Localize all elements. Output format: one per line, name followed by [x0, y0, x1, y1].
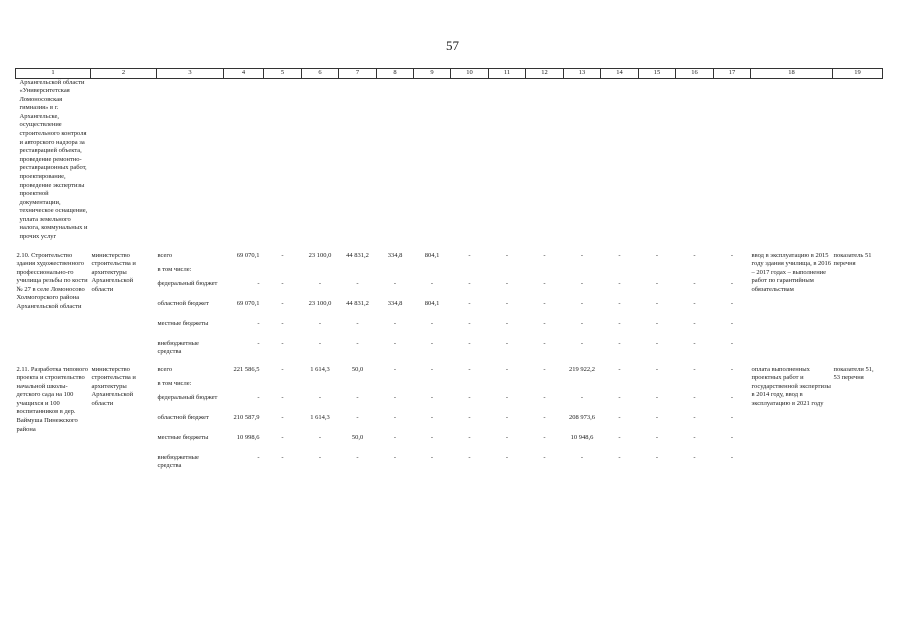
value-cell: - [618, 299, 621, 307]
value-cell: - [505, 413, 509, 421]
value-cell: - [655, 279, 659, 287]
value-cell: - [580, 279, 584, 287]
value-cell: - [393, 413, 397, 421]
value-cell: 69 070,1 [236, 251, 260, 259]
funding-source: в том числе: [157, 379, 192, 387]
value-cell: - [543, 339, 546, 347]
value-cell: 23 100,0 [308, 299, 332, 307]
value-cell: - [356, 393, 359, 401]
value-cell [526, 266, 564, 280]
value-cell: - [430, 413, 434, 421]
value-cell [224, 266, 264, 280]
value-cell: - [257, 393, 260, 401]
value-cell [639, 266, 676, 280]
value-cell: - [543, 413, 546, 421]
value-cell: - [730, 339, 734, 347]
value-cell: 50,0 [351, 365, 364, 373]
value-cell: - [543, 365, 546, 373]
value-cell: 334,8 [387, 299, 403, 307]
value-cell: - [468, 365, 471, 373]
value-cell: - [468, 339, 471, 347]
column-number: 4 [224, 69, 264, 79]
value-cell: - [730, 433, 734, 441]
value-cell: - [505, 433, 509, 441]
value-cell: 804,1 [424, 251, 440, 259]
column-number: 6 [302, 69, 339, 79]
value-cell: - [655, 339, 659, 347]
value-cell: - [257, 339, 260, 347]
value-cell: - [393, 393, 397, 401]
value-cell: - [730, 279, 734, 287]
value-cell: - [618, 319, 621, 327]
data-row [16, 252, 883, 266]
value-cell: 10 998,6 [236, 433, 260, 441]
value-cell: - [318, 319, 322, 327]
value-cell: 50,0 [351, 433, 364, 441]
target-indicator: показатель 51 перечня [833, 251, 872, 268]
value-cell [451, 266, 489, 280]
value-cell [302, 380, 339, 394]
column-number: 17 [714, 69, 751, 79]
value-cell: - [655, 393, 659, 401]
value-cell: - [730, 413, 734, 421]
column-number: 15 [639, 69, 676, 79]
column-number: 5 [264, 69, 302, 79]
value-cell: - [618, 279, 621, 287]
value-cell: - [430, 319, 434, 327]
measure-name: 2.10. Строительство здания художественного профессионально-го училища резьбы по кости № 27 в селе Ломоносово Холмогорского района Архангельской области [16, 251, 88, 311]
value-cell: - [430, 433, 434, 441]
value-cell: - [543, 279, 546, 287]
value-cell [489, 380, 526, 394]
value-cell: - [693, 339, 696, 347]
value-cell: - [281, 365, 284, 373]
value-cell: - [618, 251, 621, 259]
value-cell [451, 380, 489, 394]
column-number: 2 [91, 69, 157, 79]
value-cell: - [281, 319, 284, 327]
value-cell [377, 266, 414, 280]
continuation-text: Архангельской области «Университетская Ломоносовская гимназия» в г. Архангельске, осуществление строительного контроля и авторского надзора за реставрацией объекта, проведение ремонтно-реставрационных работ, проектирование, проведение экспертизы проектной документации, техническое оснащение, уплата земельного налога, коммунальных и прочих услуг [19, 78, 88, 240]
data-row [16, 366, 883, 380]
value-cell: - [543, 251, 546, 259]
value-cell: - [281, 453, 284, 461]
value-cell: - [655, 251, 659, 259]
value-cell: - [393, 279, 397, 287]
value-cell: - [655, 319, 659, 327]
value-cell: - [505, 453, 509, 461]
column-number-row [16, 69, 883, 79]
value-cell: - [543, 299, 546, 307]
value-cell: - [430, 453, 434, 461]
value-cell: 44 831,2 [346, 299, 369, 307]
value-cell: - [580, 319, 584, 327]
value-cell: - [393, 453, 397, 461]
column-number: 7 [339, 69, 377, 79]
value-cell: - [730, 299, 734, 307]
value-cell: - [730, 393, 734, 401]
value-cell: - [430, 339, 434, 347]
funding-source: всего [157, 365, 173, 373]
value-cell: - [580, 393, 584, 401]
value-cell: - [693, 393, 696, 401]
value-cell: - [693, 413, 696, 421]
value-cell: - [281, 413, 284, 421]
value-cell: 69 070,1 [236, 299, 260, 307]
executor: министерство строительства и архитектуры Архангельской области [91, 251, 136, 293]
value-cell [414, 266, 451, 280]
value-cell: - [655, 433, 659, 441]
value-cell: - [468, 393, 471, 401]
value-cell: - [468, 299, 471, 307]
value-cell: - [430, 365, 434, 373]
column-number: 18 [751, 69, 833, 79]
value-cell: 210 587,9 [233, 413, 260, 421]
value-cell [601, 380, 639, 394]
value-cell: - [618, 365, 621, 373]
value-cell: - [356, 413, 359, 421]
value-cell: - [543, 433, 546, 441]
value-cell: 44 831,2 [346, 251, 369, 259]
value-cell [564, 266, 601, 280]
measure-name: 2.11. Разработка типового проекта и строительство начальной школы-детского сада на 100 учащихся и 100 воспитанников в дер. Ваймуша Пинежского района [16, 365, 89, 433]
value-cell: - [693, 299, 696, 307]
value-cell [564, 380, 601, 394]
value-cell: - [257, 279, 260, 287]
value-cell [339, 266, 377, 280]
value-cell: 219 922,2 [569, 365, 595, 373]
value-cell: - [693, 279, 696, 287]
value-cell: - [618, 453, 621, 461]
value-cell: - [468, 433, 471, 441]
value-cell: - [580, 299, 584, 307]
value-cell: - [655, 453, 659, 461]
value-cell: - [543, 393, 546, 401]
value-cell: - [468, 453, 471, 461]
value-cell: - [693, 251, 696, 259]
value-cell: - [318, 339, 322, 347]
value-cell: - [655, 413, 659, 421]
value-cell: - [281, 339, 284, 347]
value-cell: - [468, 319, 471, 327]
value-cell: - [281, 251, 284, 259]
value-cell [264, 380, 302, 394]
value-cell: 23 100,0 [308, 251, 332, 259]
value-cell: - [730, 365, 734, 373]
value-cell: - [505, 393, 509, 401]
value-cell: - [257, 453, 260, 461]
value-cell: - [505, 365, 509, 373]
value-cell: - [356, 453, 359, 461]
value-cell: - [318, 453, 322, 461]
value-cell [676, 380, 714, 394]
value-cell: - [281, 299, 284, 307]
value-cell: - [318, 279, 322, 287]
value-cell: - [505, 299, 509, 307]
continuation-row [16, 78, 883, 241]
value-cell: - [730, 251, 734, 259]
program-table [15, 68, 883, 472]
value-cell: - [618, 433, 621, 441]
value-cell: - [730, 453, 734, 461]
value-cell: - [618, 339, 621, 347]
value-cell [526, 380, 564, 394]
target-indicator: показатели 51, 53 перечня [833, 365, 874, 382]
value-cell: - [281, 279, 284, 287]
expected-result: оплата выполненных проектных работ и государственной экспертизы в 2014 году, ввод в эксплуатацию в 2021 году [751, 365, 831, 407]
value-cell: - [257, 319, 260, 327]
value-cell: - [393, 339, 397, 347]
value-cell: - [430, 393, 434, 401]
value-cell [676, 266, 714, 280]
value-cell: - [505, 319, 509, 327]
value-cell: - [580, 453, 584, 461]
value-cell [264, 266, 302, 280]
expected-result: ввод в эксплуатацию в 2015 году здания училища, в 2016 – 2017 годах – выполнение работ по гарантийным обязательствам [751, 251, 832, 293]
value-cell: - [468, 413, 471, 421]
value-cell [489, 266, 526, 280]
value-cell: - [655, 365, 659, 373]
value-cell: - [693, 453, 696, 461]
value-cell [224, 380, 264, 394]
value-cell: - [505, 279, 509, 287]
value-cell: - [505, 339, 509, 347]
value-cell: - [655, 299, 659, 307]
funding-source: внебюджетные средства [157, 339, 199, 356]
value-cell: 1 614,3 [310, 365, 330, 373]
value-cell: - [468, 279, 471, 287]
value-cell: - [693, 365, 696, 373]
value-cell [714, 266, 751, 280]
value-cell: - [618, 413, 621, 421]
value-cell: - [543, 319, 546, 327]
value-cell: - [393, 319, 397, 327]
value-cell: - [580, 251, 584, 259]
value-cell: - [505, 251, 509, 259]
column-number: 9 [414, 69, 451, 79]
value-cell: - [393, 365, 397, 373]
value-cell [414, 380, 451, 394]
column-number: 14 [601, 69, 639, 79]
value-cell: 804,1 [424, 299, 440, 307]
value-cell: 334,8 [387, 251, 403, 259]
value-cell: - [618, 393, 621, 401]
value-cell: - [356, 319, 359, 327]
value-cell: - [430, 279, 434, 287]
funding-source: в том числе: [157, 265, 192, 273]
funding-source: областной бюджет [157, 413, 209, 421]
value-cell [339, 380, 377, 394]
funding-source: местные бюджеты [157, 433, 209, 441]
value-cell: - [318, 393, 322, 401]
value-cell: 208 973,6 [569, 413, 595, 421]
column-number: 13 [564, 69, 601, 79]
value-cell: - [281, 433, 284, 441]
value-cell: 221 586,5 [233, 365, 260, 373]
value-cell: - [393, 433, 397, 441]
column-number: 16 [676, 69, 714, 79]
column-number: 11 [489, 69, 526, 79]
value-cell: - [468, 251, 471, 259]
page-number: 57 [446, 38, 459, 53]
column-number: 12 [526, 69, 564, 79]
value-cell: 1 614,3 [310, 413, 330, 421]
value-cell: - [693, 319, 696, 327]
value-cell [639, 380, 676, 394]
column-number: 19 [833, 69, 883, 79]
executor: министерство строительства и архитектуры Архангельской области [91, 365, 136, 407]
value-cell [377, 380, 414, 394]
funding-source: внебюджетные средства [157, 453, 199, 470]
funding-source: местные бюджеты [157, 319, 209, 327]
value-cell: - [543, 453, 546, 461]
funding-source: федеральный бюджет [157, 393, 218, 401]
column-number: 3 [157, 69, 224, 79]
funding-source: областной бюджет [157, 299, 209, 307]
value-cell: - [356, 339, 359, 347]
value-cell: - [281, 393, 284, 401]
funding-source: федеральный бюджет [157, 279, 218, 287]
value-cell: - [318, 433, 322, 441]
value-cell [302, 266, 339, 280]
column-number: 10 [451, 69, 489, 79]
value-cell: 10 948,6 [570, 433, 594, 441]
column-number: 8 [377, 69, 414, 79]
funding-source: всего [157, 251, 173, 259]
value-cell: - [730, 319, 734, 327]
value-cell [601, 266, 639, 280]
value-cell: - [580, 339, 584, 347]
value-cell: - [356, 279, 359, 287]
value-cell: - [693, 433, 696, 441]
column-number: 1 [16, 69, 91, 79]
value-cell [714, 380, 751, 394]
